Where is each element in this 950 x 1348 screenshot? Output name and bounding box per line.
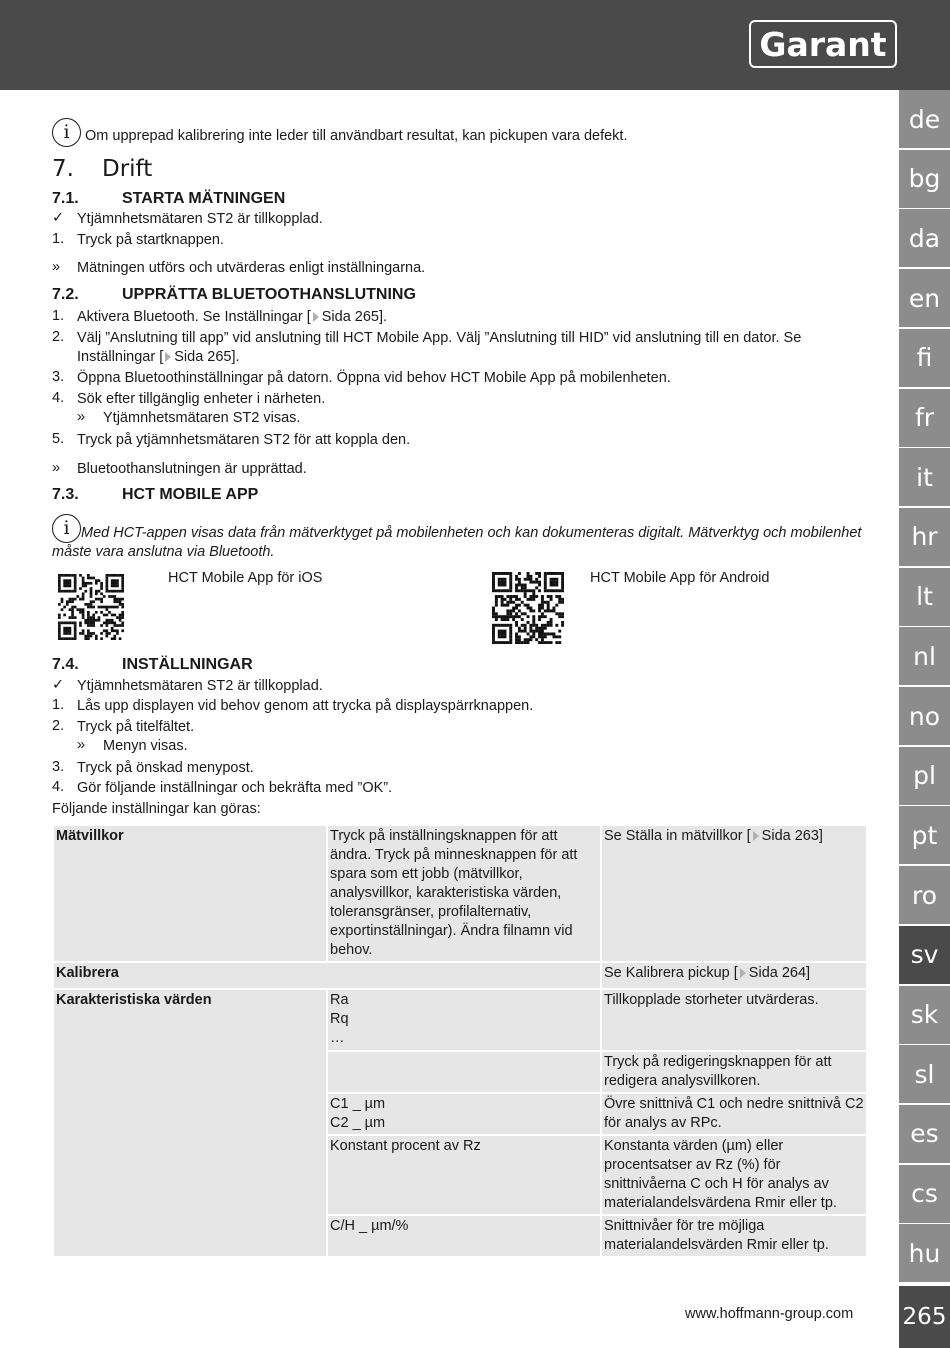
step-number: 4. [52, 390, 65, 406]
page-link[interactable]: Sida 263] [761, 828, 823, 844]
subsection-number: 7.4. [52, 656, 79, 673]
list-item-text: Ytjämnhetsmätaren ST2 är tillkopplad. [77, 211, 323, 227]
table-row [53, 962, 867, 989]
subsection-number: 7.2. [52, 286, 79, 303]
language-tab-bg[interactable]: bg [899, 150, 950, 208]
page-number: 265 [899, 1286, 950, 1348]
step-number: 5. [52, 431, 65, 447]
qr-code-ios[interactable] [58, 574, 124, 640]
table-cell: Kalibrera [53, 962, 601, 989]
step-number: 1. [52, 697, 65, 713]
subsection-heading [52, 286, 416, 304]
step-number: 2. [52, 718, 65, 734]
language-tab-no[interactable]: no [899, 687, 950, 745]
list-item-text: Ytjämnhetsmätaren ST2 visas. [103, 410, 301, 426]
language-tab-fi[interactable]: fi [899, 329, 950, 387]
list-item-text: Tryck på titelfältet. [77, 719, 195, 735]
list-item-text: Tryck på ytjämnhetsmätaren ST2 för att koppla den. [77, 432, 411, 448]
language-tab-hu[interactable]: hu [899, 1224, 950, 1282]
language-tab-sl[interactable]: sl [899, 1045, 950, 1103]
table-cell: C1 _ µm C2 _ µm [327, 1093, 601, 1135]
result-marker: » [52, 460, 61, 476]
language-tab-fr[interactable]: fr [899, 389, 950, 447]
language-tab-nl[interactable]: nl [899, 627, 950, 685]
language-tab-de[interactable]: de [899, 90, 950, 148]
page-ref-arrow-icon [313, 312, 319, 322]
info-note-text: Med HCT-appen visas data från mätverktyget på mobilenheten och kan dokumenteras digitalt. Mätverktyg och mobilenhet måste vara anslutna via Bluetooth. [52, 525, 862, 560]
subsection-number: 7.3. [52, 486, 79, 503]
table-cell: Konstant procent av Rz [327, 1135, 601, 1215]
subsection-heading [52, 656, 253, 674]
list-item-text: Menyn visas. [103, 738, 188, 754]
section-title: Drift [102, 156, 153, 182]
table-cell: Tryck på redigeringsknappen för att redigera analysvillkoren. [601, 1051, 867, 1093]
table-cell: Konstanta värden (µm) eller procentsatser av Rz (%) för snittnivåerna C och H för analys av materialandelsvärdena Rmir eller tp. [601, 1135, 867, 1215]
settings-intro: Följande inställningar kan göras: [52, 801, 261, 817]
table-cell: Karakteristiska värden [53, 989, 327, 1257]
language-tab-es[interactable]: es [899, 1105, 950, 1163]
step-number: 4. [52, 779, 65, 795]
language-tab-lt[interactable]: lt [899, 568, 950, 626]
table-cell: Snittnivåer för tre möjliga materialandelsvärden Rmir eller tp. [601, 1215, 867, 1257]
section-number: 7. [52, 156, 74, 182]
list-item-text: Ytjämnhetsmätaren ST2 är tillkopplad. [77, 678, 323, 694]
step-number: 1. [52, 308, 65, 324]
page-header [0, 0, 950, 90]
table-cell: Ra Rq … [327, 989, 601, 1051]
table-cell: Tillkopplade storheter utvärderas. [601, 989, 867, 1051]
table-cell [327, 1051, 601, 1093]
info-icon: i [52, 118, 81, 147]
list-item-text: Tryck på önskad menypost. [77, 760, 254, 776]
result-marker: » [52, 259, 61, 275]
subsection-number: 7.1. [52, 190, 79, 207]
subsection-title: UPPRÄTTA BLUETOOTHANSLUTNING [122, 286, 416, 303]
info-note-text: Om upprepad kalibrering inte leder till användbart resultat, kan pickupen vara defekt. [85, 128, 628, 144]
qr-label-android: HCT Mobile App för Android [590, 570, 770, 586]
list-item-text: Välj ”Anslutning till app” vid anslutning till HCT Mobile App. Välj ”Anslutning till HID” vid anslutning till en dator. Se Inställningar [ Sida 265]. [77, 330, 802, 365]
table-cell: Tryck på inställningsknappen för att ändra. Tryck på minnesknappen för att spara som ett jobb (mätvillkor, analysvillkor, karakteristiska värden, toleransgränser, profilalternativ, exportinställningar). Ändra filnamn vid behov. [327, 825, 601, 962]
section-heading [52, 156, 152, 182]
language-sidebar [899, 90, 950, 1348]
table-cell: Se Kalibrera pickup [ Sida 264] [601, 962, 867, 989]
info-icon: i [52, 514, 81, 543]
language-tab-ro[interactable]: ro [899, 866, 950, 924]
language-tab-hr[interactable]: hr [899, 508, 950, 566]
page-ref-arrow-icon [753, 831, 759, 841]
footer-url[interactable]: www.hoffmann-group.com [685, 1306, 854, 1322]
page-ref-arrow-icon [740, 968, 746, 978]
list-item-text: Bluetoothanslutningen är upprättad. [77, 461, 307, 477]
language-tab-da[interactable]: da [899, 209, 950, 267]
step-number: 3. [52, 369, 65, 385]
list-item-text: Tryck på startknappen. [77, 232, 224, 248]
list-item-text: Sök efter tillgänglig enheter i närheten. [77, 391, 326, 407]
subsection-heading [52, 486, 258, 504]
subsection-title: INSTÄLLNINGAR [122, 656, 253, 673]
subsection-heading [52, 190, 285, 208]
page-ref-arrow-icon [165, 352, 171, 362]
page-link[interactable]: Sida 264] [748, 965, 811, 981]
table-cell: C/H _ µm/% [327, 1215, 601, 1257]
info-note [52, 118, 627, 147]
info-note [52, 514, 868, 562]
qr-label-ios: HCT Mobile App för iOS [168, 570, 323, 586]
table-cell: Mätvillkor [53, 825, 327, 962]
check-icon: ✓ [52, 677, 65, 693]
list-item-text: Aktivera Bluetooth. Se Inställningar [ Sida 265]. [77, 309, 388, 325]
language-tab-it[interactable]: it [899, 448, 950, 506]
list-item-text: Lås upp displayen vid behov genom att trycka på displayspärrknappen. [77, 698, 534, 714]
qr-code-android[interactable] [492, 572, 564, 644]
language-tab-en[interactable]: en [899, 269, 950, 327]
list-item-text: Mätningen utförs och utvärderas enligt inställningarna. [77, 260, 426, 276]
subsection-title: HCT MOBILE APP [122, 486, 259, 503]
result-marker: » [77, 737, 86, 753]
garant-logo: Garant [749, 20, 897, 68]
list-item-text: Öppna Bluetoothinställningar på datorn. Öppna vid behov HCT Mobile App på mobilenheten. [77, 370, 671, 386]
table-row [53, 825, 867, 962]
page-link[interactable]: Sida 265]. [174, 349, 240, 365]
step-number: 3. [52, 759, 65, 775]
step-number: 1. [52, 231, 65, 247]
language-tab-cs[interactable]: cs [899, 1165, 950, 1223]
language-tab-pl[interactable]: pl [899, 747, 950, 805]
language-tab-sk[interactable]: sk [899, 986, 950, 1044]
page-link[interactable]: Sida 265]. [321, 309, 388, 325]
language-tab-pt[interactable]: pt [899, 806, 950, 864]
language-tab-sv[interactable]: sv [899, 926, 950, 984]
table-row [53, 989, 867, 1051]
subsection-title: STARTA MÄTNINGEN [122, 190, 286, 207]
check-icon: ✓ [52, 210, 65, 226]
table-cell: Övre snittnivå C1 och nedre snittnivå C2 för analys av RPc. [601, 1093, 867, 1135]
table-cell: Se Ställa in mätvillkor [ Sida 263] [601, 825, 867, 962]
step-number: 2. [52, 329, 65, 345]
settings-table [52, 824, 868, 1258]
result-marker: » [77, 409, 86, 425]
list-item-text: Gör följande inställningar och bekräfta med ”OK”. [77, 780, 393, 796]
